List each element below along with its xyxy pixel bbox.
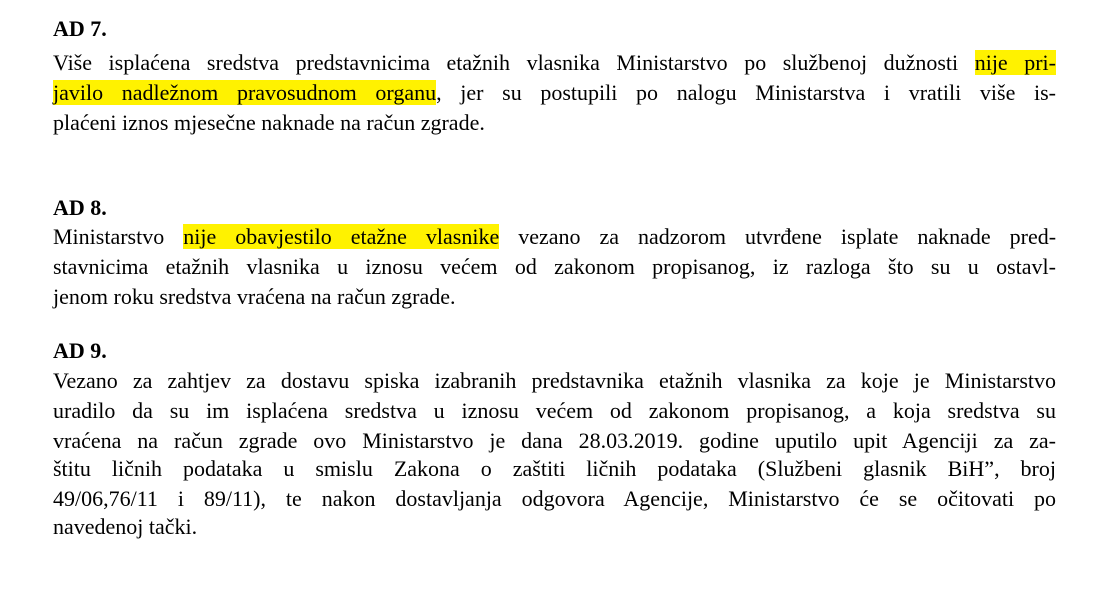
section-9-line-4: štitu ličnih podataka u smislu Zakona o zaštiti ličnih podataka (Službeni glasnik BiH”, broj — [53, 456, 1056, 481]
section-8-line-1 — [53, 224, 1056, 250]
highlight-nije-prijavilo-1: nije pri- — [974, 50, 1056, 75]
section-9-line-5: 49/06,76/11 i 89/11), te nakon dostavljanja odgovora Agencije, Ministarstvo će se očitovati po — [53, 486, 1056, 511]
highlight-nije-prijavilo-2: javilo nadležnom pravosudnom organu — [53, 80, 437, 105]
section-7-line-3: plaćeni iznos mjesečne naknade na račun zgrade. — [53, 110, 485, 135]
section-8-line-1-start: Ministarstvo — [53, 224, 165, 249]
section-9-line-6: navedenoj tački. — [53, 514, 198, 539]
section-7-line-1 — [53, 50, 1056, 76]
section-7-line-2-text: , jer su postupili po nalogu Ministarstva i vratili više is- — [436, 80, 1057, 105]
section-7-heading: AD 7. — [53, 16, 107, 41]
section-8-line-2: stavnicima etažnih vlasnika u iznosu većem od zakonom propisanog, iz razloga što su u ostavl- — [53, 254, 1056, 279]
section-7-line-2 — [53, 80, 1056, 106]
section-7-line-1-text: Više isplaćena sredstva predstavnicima etažnih vlasnika Ministarstvo po službenoj dužnosti — [53, 50, 959, 75]
section-9-heading: AD 9. — [53, 338, 107, 363]
section-8-heading: AD 8. — [53, 195, 107, 220]
section-9-line-3: vraćena na račun zgrade ovo Ministarstvo je dana 28.03.2019. godine uputilo upit Agenciji za za- — [53, 428, 1056, 453]
section-8-line-3: jenom roku sredstva vraćena na račun zgrade. — [53, 284, 456, 309]
section-9-line-2: uradilo da su im isplaćena sredstva u iznosu većem od zakonom propisanog, a koja sredstva su — [53, 398, 1056, 423]
section-8-line-1-end: vezano za nadzorom utvrđene isplate naknade pred- — [518, 224, 1057, 249]
highlight-nije-obavjestilo: nije obavjestilo etažne vlasnike — [183, 224, 500, 249]
section-9-line-1: Vezano za zahtjev za dostavu spiska izabranih predstavnika etažnih vlasnika za koje je Ministarstvo — [53, 368, 1056, 393]
